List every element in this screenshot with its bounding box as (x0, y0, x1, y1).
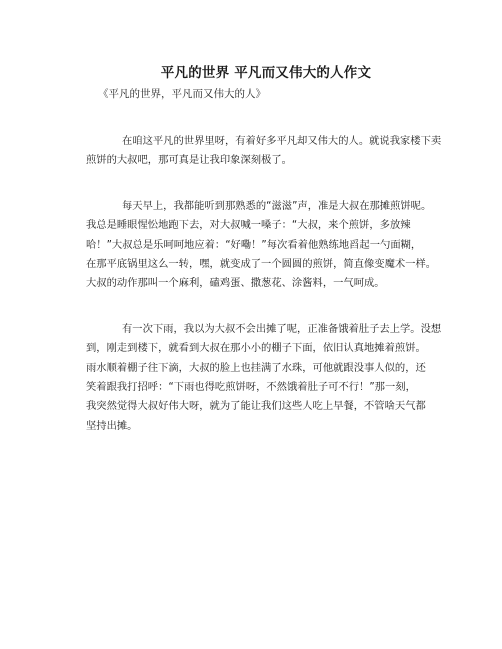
paragraph-line: 坚持出摊。 (86, 419, 138, 432)
paragraph-line: 我总是睡眼惺忪地跑下去，对大叔喊一嗓子：“大叔，来个煎饼，多放辣 (86, 219, 411, 232)
paragraph-line: 笑着跟我打招呼：“下雨也得吃煎饼呀，不然饿着肚子可不行！”那一刻， (86, 381, 416, 394)
paragraph-line: 大叔的动作那叫一个麻利，磕鸡蛋、撒葱花、涂酱料，一气呵成。 (86, 277, 385, 290)
paragraph-line: 到，刚走到楼下，就看到大叔在那小小的棚子下面，依旧认真地摊着煎饼。 (86, 342, 426, 355)
paragraph-2 (86, 197, 444, 294)
document-subtitle: 《平凡的世界，平凡而又伟大的人》 (98, 88, 266, 100)
paragraph-1 (86, 132, 444, 171)
paragraph-line: 雨水顺着棚子往下滴，大叔的脸上也挂满了水珠，可他就跟没事人似的，还 (86, 361, 426, 374)
paragraph-line: 在那平底锅里这么一转，嘿，就变成了一个圆圆的煎饼，简直像变魔术一样。 (86, 258, 437, 271)
paragraph-3 (86, 320, 444, 436)
paragraph-line: 煎饼的大叔吧，那可真是让我印象深刻极了。 (86, 154, 292, 167)
paragraph-line: 有一次下雨，我以为大叔不会出摊了呢，正准备饿着肚子去上学。没想 (122, 322, 442, 335)
paragraph-line: 每天早上，我都能听到那熟悉的“滋滋”声，准是大叔在那摊煎饼呢。 (122, 199, 432, 212)
paragraph-line: 我突然觉得大叔好伟大呀，就为了能让我们这些人吃上早餐，不管啥天气都 (86, 400, 426, 413)
document-title: 平凡的世界 平凡而又伟大的人作文 (160, 65, 372, 81)
paragraph-line: 哈！”大叔总是乐呵呵地应着：“好嘞！”每次看着他熟练地舀起一勺面糊， (86, 238, 422, 251)
paragraph-line: 在咱这平凡的世界里呀，有着好多平凡却又伟大的人。就说我家楼下卖 (122, 135, 442, 147)
